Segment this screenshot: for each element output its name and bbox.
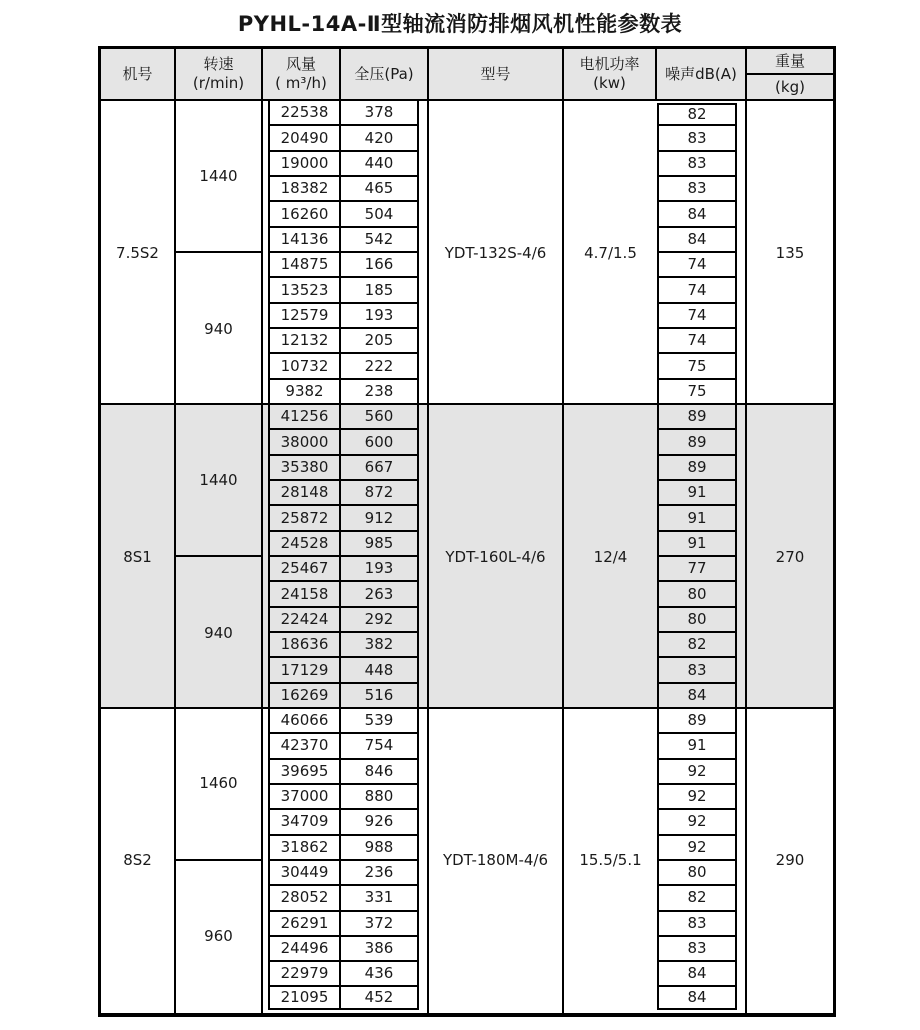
- pressure-cell: 420: [341, 126, 419, 151]
- header-weight-line2: (kg): [775, 77, 805, 96]
- noise-cell: 91: [657, 481, 737, 506]
- noise-cell: 82: [657, 633, 737, 658]
- flow-cell: 24528: [268, 532, 341, 557]
- pressure-cell: 465: [341, 177, 419, 202]
- noise-cell: 82: [657, 103, 737, 126]
- header-noise: [657, 49, 745, 101]
- noise-cell: 84: [657, 962, 737, 987]
- pressure-cell: 516: [341, 684, 419, 709]
- header-model-label: 型号: [480, 64, 511, 83]
- pressure-cell: 542: [341, 228, 419, 253]
- pressure-cell: 504: [341, 202, 419, 227]
- flow-cell: 42370: [268, 734, 341, 759]
- flow-cell: 24158: [268, 582, 341, 607]
- header-model: [427, 49, 564, 101]
- pressure-cell: 331: [341, 886, 419, 911]
- power-cell: 4.7/1.5: [584, 243, 637, 262]
- weight-cell: 290: [745, 709, 833, 1013]
- header-power-line2: (kw): [593, 74, 626, 92]
- header-pressure-label: 全压(Pa): [354, 64, 414, 83]
- noise-cell: 83: [657, 126, 737, 151]
- speed-cell: 960: [176, 861, 263, 1013]
- header-speed: [176, 49, 263, 101]
- flow-cell: 20490: [268, 126, 341, 151]
- noise-cell: 75: [657, 380, 737, 405]
- noise-cell: 83: [657, 152, 737, 177]
- pressure-cell: 452: [341, 987, 419, 1009]
- flow-cell: 46066: [268, 709, 341, 734]
- machine-no-cell: 8S2: [101, 709, 176, 1013]
- speed-cell: 1460: [176, 709, 263, 861]
- page-title: PYHL-14A-Ⅱ型轴流消防排烟风机性能参数表: [237, 12, 683, 36]
- flow-cell: 30449: [268, 861, 341, 886]
- flow-cell: 16260: [268, 202, 341, 227]
- block-divider: [101, 403, 833, 405]
- flow-cell: 24496: [268, 937, 341, 962]
- noise-cell: 92: [657, 836, 737, 861]
- pressure-cell: 193: [341, 304, 419, 329]
- speed-cell: 940: [176, 253, 263, 405]
- flow-cell: 28148: [268, 481, 341, 506]
- noise-cell: 84: [657, 987, 737, 1009]
- pressure-cell: 263: [341, 582, 419, 607]
- weight-cell: 135: [745, 101, 833, 405]
- weight-cell: 270: [745, 405, 833, 709]
- noise-cell: 89: [657, 709, 737, 734]
- flow-cell: 12579: [268, 304, 341, 329]
- flow-cell: 10732: [268, 354, 341, 379]
- flow-cell: 35380: [268, 456, 341, 481]
- pressure-cell: 193: [341, 557, 419, 582]
- flow-cell: 14875: [268, 253, 341, 278]
- flow-cell: 25467: [268, 557, 341, 582]
- flow-cell: 34709: [268, 810, 341, 835]
- pressure-cell: 440: [341, 152, 419, 177]
- model-cell: YDT-180M-4/6: [427, 709, 564, 1013]
- header-speed-line1: 转速: [203, 55, 234, 74]
- header-flow-line1: 风量: [285, 55, 316, 74]
- flow-cell: 14136: [268, 228, 341, 253]
- header-pressure: [341, 49, 427, 101]
- flow-cell: 18636: [268, 633, 341, 658]
- pressure-cell: 912: [341, 506, 419, 531]
- pressure-cell: 560: [341, 405, 419, 430]
- pressure-cell: 985: [341, 532, 419, 557]
- noise-cell: 83: [657, 937, 737, 962]
- flow-cell: 9382: [268, 380, 341, 405]
- pressure-cell: 988: [341, 836, 419, 861]
- speed-cell: 1440: [176, 405, 263, 557]
- pressure-cell: 448: [341, 658, 419, 683]
- noise-cell: 84: [657, 684, 737, 709]
- flow-cell: 26291: [268, 912, 341, 937]
- noise-cell: 74: [657, 253, 737, 278]
- flow-cell: 31862: [268, 836, 341, 861]
- pressure-cell: 166: [341, 253, 419, 278]
- noise-cell: 91: [657, 506, 737, 531]
- model-cell: YDT-160L-4/6: [427, 405, 564, 709]
- flow-cell: 19000: [268, 152, 341, 177]
- noise-cell: 92: [657, 810, 737, 835]
- pressure-cell: 754: [341, 734, 419, 759]
- pressure-cell: 222: [341, 354, 419, 379]
- noise-cell: 80: [657, 582, 737, 607]
- pressure-cell: 846: [341, 760, 419, 785]
- flow-cell: 39695: [268, 760, 341, 785]
- pressure-cell: 238: [341, 380, 419, 405]
- pressure-cell: 236: [341, 861, 419, 886]
- speed-cell: 1440: [176, 101, 263, 253]
- pressure-cell: 880: [341, 785, 419, 810]
- flow-cell: 22979: [268, 962, 341, 987]
- flow-cell: 18382: [268, 177, 341, 202]
- noise-cell: 82: [657, 886, 737, 911]
- noise-cell: 92: [657, 760, 737, 785]
- noise-cell: 84: [657, 202, 737, 227]
- header-speed-line2: (r/min): [192, 74, 245, 92]
- header-weight: [745, 49, 833, 101]
- pressure-cell: 205: [341, 329, 419, 354]
- noise-cell: 74: [657, 329, 737, 354]
- flow-cell: 17129: [268, 658, 341, 683]
- pressure-cell: 872: [341, 481, 419, 506]
- pressure-cell: 436: [341, 962, 419, 987]
- flow-cell: 37000: [268, 785, 341, 810]
- noise-cell: 83: [657, 658, 737, 683]
- noise-cell: 89: [657, 405, 737, 430]
- spec-table: [98, 46, 836, 1017]
- header-flow-line2: ( m³/h): [275, 74, 327, 92]
- noise-cell: 74: [657, 304, 737, 329]
- header-power-line1: 电机功率: [579, 55, 640, 74]
- model-cell: YDT-132S-4/6: [427, 101, 564, 405]
- noise-cell: 84: [657, 228, 737, 253]
- header-weight-line1: 重量: [747, 49, 833, 75]
- machine-no-cell: 7.5S2: [101, 101, 176, 405]
- flow-cell: 41256: [268, 405, 341, 430]
- pressure-cell: 600: [341, 430, 419, 455]
- block-divider: [101, 707, 833, 709]
- pressure-cell: 667: [341, 456, 419, 481]
- noise-cell: 80: [657, 608, 737, 633]
- pressure-cell: 382: [341, 633, 419, 658]
- noise-cell: 91: [657, 532, 737, 557]
- flow-cell: 16269: [268, 684, 341, 709]
- noise-cell: 83: [657, 912, 737, 937]
- power-cell: 12/4: [593, 547, 628, 566]
- noise-cell: 89: [657, 430, 737, 455]
- pressure-cell: 185: [341, 278, 419, 303]
- noise-cell: 91: [657, 734, 737, 759]
- pressure-cell: 926: [341, 810, 419, 835]
- pressure-cell: 292: [341, 608, 419, 633]
- machine-no-cell: 8S1: [101, 405, 176, 709]
- noise-cell: 92: [657, 785, 737, 810]
- flow-cell: 25872: [268, 506, 341, 531]
- header-flow: [263, 49, 341, 101]
- noise-cell: 80: [657, 861, 737, 886]
- flow-cell: 12132: [268, 329, 341, 354]
- flow-cell: 28052: [268, 886, 341, 911]
- speed-cell: 940: [176, 557, 263, 709]
- flow-cell: 38000: [268, 430, 341, 455]
- header-machine-no-label: 机号: [122, 64, 153, 83]
- noise-cell: 89: [657, 456, 737, 481]
- header-power: [564, 49, 657, 101]
- pressure-cell: 386: [341, 937, 419, 962]
- pressure-cell: 372: [341, 912, 419, 937]
- header-machine-no: [101, 49, 176, 101]
- power-cell: 15.5/5.1: [579, 851, 642, 870]
- pressure-cell: 539: [341, 709, 419, 734]
- pressure-cell: 378: [341, 101, 419, 126]
- header-noise-label: 噪声dB(A): [665, 64, 737, 83]
- noise-cell: 83: [657, 177, 737, 202]
- noise-cell: 77: [657, 557, 737, 582]
- flow-cell: 13523: [268, 278, 341, 303]
- noise-cell: 75: [657, 354, 737, 379]
- flow-cell: 21095: [268, 987, 341, 1009]
- flow-cell: 22424: [268, 608, 341, 633]
- flow-cell: 22538: [268, 101, 341, 126]
- noise-cell: 74: [657, 278, 737, 303]
